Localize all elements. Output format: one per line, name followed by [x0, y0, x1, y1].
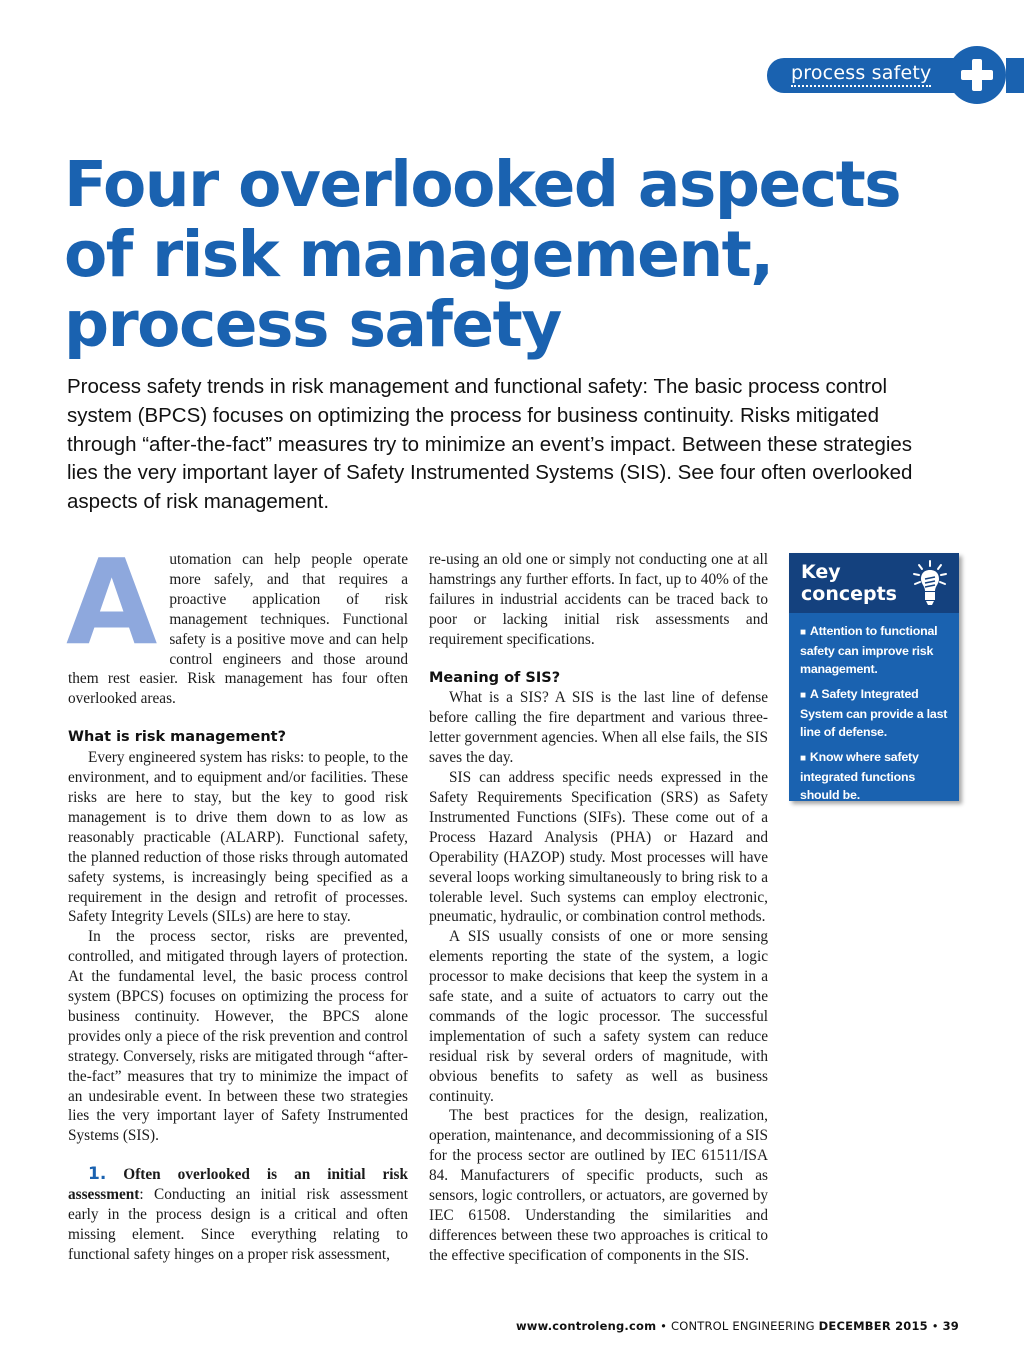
key-concepts-list	[800, 615, 952, 804]
key-concepts-title	[801, 561, 897, 605]
key-concepts-title-line: Key	[801, 561, 841, 583]
article-title	[64, 150, 964, 360]
title-line: of risk management,	[64, 218, 773, 291]
footer-issue: DECEMBER 2015	[818, 1319, 928, 1333]
key-concepts-header	[789, 553, 959, 613]
footer-separator: •	[660, 1319, 668, 1333]
intro-text: utomation can help people operate more safely, and that requires a proactive application of risk management techniques. Functional safety is a positive move and can help control engineers and those around them rest easier. Risk management has four often overlooked areas.	[68, 551, 408, 708]
column-left	[66, 533, 408, 1265]
point-lead: Often overlooked is an initial risk assessment	[68, 1166, 408, 1204]
page-footer	[516, 1319, 959, 1333]
body-paragraph: SIS can address specific needs expressed in the Safety Requirements Specification (SRS) as Safety Instrumented Functions (SIFs). These come out of a Process Hazard Analysis (PHA) or Hazard and Operability (HAZOP) study. Most processes will have several loops working simultaneously to bring risk to a tolerable level. Such systems can employ electronic, pneumatic, hydraulic, or combination control methods.	[429, 769, 768, 926]
footer-url: www.controleng.com	[515, 1319, 657, 1333]
plus-icon	[948, 46, 1006, 104]
section-heading: Meaning of SIS?	[429, 669, 561, 686]
body-paragraph: The best practices for the design, realization, operation, maintenance, and decommissioning of a SIS for the process sector are outlined by IEC 61511/ISA 84. Manufacturers of specific products, such as sensors, logic controllers, or actuators, are governed by IEC 61508. Understanding the similarities and differences between these two approaches is critical to the effective specification of components in the SIS.	[429, 1107, 768, 1264]
drop-cap: A	[66, 533, 158, 671]
lightbulb-icon	[911, 559, 949, 609]
footer-publication: CONTROL ENGINEERING	[670, 1319, 815, 1333]
body-paragraph: What is a SIS? A SIS is the last line of defense before calling the fire department and various three-letter government agencies. When all else fails, the SIS saves the day.	[429, 689, 768, 767]
point-1-continued: re-using an old one or simply not conducting one at all hamstrings any further efforts. In fact, up to 40% of the failures in industrial accidents can be traced back to poor or lacking initial risk assessments and requirement specifications.	[429, 551, 768, 648]
key-concept-item: ■ Attention to functional safety can improve risk management.	[800, 622, 952, 678]
point-text: : Conducting an initial risk assessment early in the process design is a critical and often missing element. Since everything relating to functional safety hinges on a proper risk assessment,	[68, 1186, 408, 1263]
body-paragraph: In the process sector, risks are prevented, controlled, and mitigated through layers of protection. At the fundamental level, the basic process control system (BPCS) focuses on optimizing the process for business continuity. However, the BPCS alone provides only a piece of the risk prevention and control strategy. Conversely, risks are mitigated through “after-the-fact” measures that try to minimize the impact of an undesirable event. In between these two strategies lies the very important layer of Safety Instrumented Systems (SIS).	[68, 928, 408, 1145]
point-1-paragraph	[68, 1165, 408, 1265]
article-deck: Process safety trends in risk management and functional safety: The basic process control system (BPCS) focuses on optimizing the process for business continuity. Risks mitigated through “after-the-fact” measures try to minimize an event’s impact. Between these strategies lies the very important layer of Safety Instrumented Systems (SIS). See four often overlooked aspects of risk management.	[67, 375, 913, 514]
key-concept-item: ■ Know where safety integrated functions should be.	[800, 748, 952, 804]
section-heading: What is risk management?	[68, 729, 286, 746]
header-stripe	[1006, 58, 1024, 93]
key-concepts-title-line: concepts	[801, 583, 897, 605]
point-number: 1.	[88, 1164, 107, 1185]
footer-separator: •	[931, 1319, 939, 1333]
title-line: process safety	[64, 288, 561, 361]
key-concept-item: ■ A Safety Integrated System can provide a last line of defense.	[800, 685, 952, 741]
key-concepts-box	[789, 553, 959, 801]
body-paragraph: Every engineered system has risks: to people, to the environment, and to equipment and/or facilities. These risks are here to stay, but the key to good risk management is to drive them down to as low as reasonably practicable (ALARP). Functional safety, the planned reduction of those risks through automated safety systems, is increasingly being specified as a requirement in the design and retrofit of processes. Safety Integrity Levels (SILs) are here to stay.	[68, 749, 408, 926]
body-paragraph: A SIS usually consists of one or more sensing elements reporting the state of the system, a logic processor to make decisions that keep the system in a safe state, and a suite of actuators to carry out the commands of the logic processor. The successful implementation of such a safety system can reduce residual risk by several orders of magnitude, with obvious benefits to safety as well as business continuity.	[429, 928, 768, 1105]
page-number: 39	[942, 1319, 959, 1333]
intro-paragraph	[66, 533, 408, 709]
section-label: process safety	[791, 61, 931, 87]
column-middle	[429, 550, 768, 1266]
title-line: Four overlooked aspects	[64, 148, 901, 221]
